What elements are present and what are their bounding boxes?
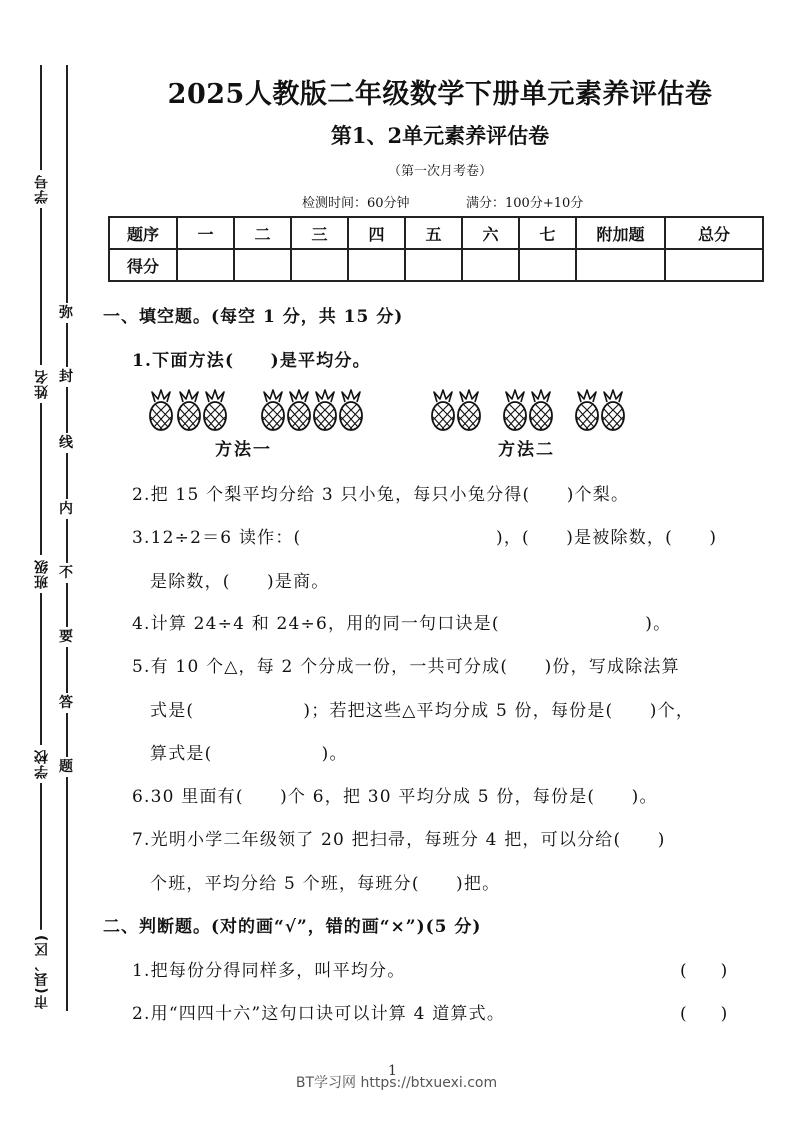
score-table-header-row bbox=[109, 217, 763, 249]
inner-binding-line bbox=[66, 65, 68, 1011]
score-cell: 七 bbox=[519, 217, 576, 249]
seal-char-7: 答 bbox=[59, 695, 73, 711]
page-number: 1 bbox=[388, 1063, 397, 1079]
question-1-4: 4.计算 24÷4 和 24÷6，用的同一句口诀是( )。 bbox=[132, 614, 672, 634]
score-cell: 六 bbox=[462, 217, 519, 249]
seal-char-1: 弥 bbox=[59, 305, 73, 321]
pineapple-group-1b bbox=[262, 390, 362, 430]
question-1-3-part-c: 是除数，( )是商。 bbox=[150, 572, 330, 592]
score-input-cell[interactable] bbox=[234, 249, 291, 281]
city-district-label: 市(县、区) bbox=[32, 930, 52, 1013]
score-input-cell[interactable] bbox=[348, 249, 405, 281]
score-input-cell[interactable] bbox=[177, 249, 234, 281]
score-cell: 一 bbox=[177, 217, 234, 249]
question-1-5-line-3: 算式是( )。 bbox=[150, 744, 348, 764]
exam-title: 2025人教版二年级数学下册单元素养评估卷 bbox=[167, 79, 713, 110]
question-2-1: 1.把每份分得同样多，叫平均分。 bbox=[132, 961, 406, 981]
pineapple-group-1a bbox=[150, 390, 226, 430]
exam-subtitle: 第1、2单元素养评估卷 bbox=[330, 123, 550, 148]
seal-char-4: 内 bbox=[59, 501, 73, 517]
seal-char-3: 线 bbox=[59, 435, 73, 451]
score-input-cell[interactable] bbox=[519, 249, 576, 281]
seal-char-5: 不 bbox=[59, 565, 73, 581]
question-1-5-line-2: 式是( )；若把这些△平均分成 5 份，每份是( )个， bbox=[150, 701, 695, 721]
exam-time: 检测时间：60分钟 bbox=[302, 196, 410, 211]
answer-paren-2-1[interactable]: ( ) bbox=[680, 961, 728, 981]
school-label: 学校 bbox=[32, 745, 52, 783]
question-1-7-line-2: 个班，平均分给 5 个班，每班分( )把。 bbox=[150, 874, 501, 894]
method-1-label: 方法一 bbox=[215, 440, 272, 460]
student-number-label: 学号 bbox=[32, 170, 52, 208]
score-cell: 四 bbox=[348, 217, 405, 249]
pineapple-group-2b bbox=[504, 390, 552, 430]
score-cell: 五 bbox=[405, 217, 462, 249]
section-1-heading: 一、填空题。(每空 1 分，共 15 分) bbox=[103, 307, 404, 327]
score-cell: 二 bbox=[234, 217, 291, 249]
answer-paren-2-2[interactable]: ( ) bbox=[680, 1004, 728, 1024]
question-1-6: 6.30 里面有( )个 6，把 30 平均分成 5 份，每份是( )。 bbox=[132, 787, 658, 807]
score-cell: 题序 bbox=[109, 217, 177, 249]
pineapple-illustration bbox=[140, 384, 640, 434]
question-1-3-part-b: )，( )是被除数，( ) bbox=[496, 528, 718, 548]
seal-char-6: 要 bbox=[59, 629, 73, 645]
score-input-cell[interactable] bbox=[405, 249, 462, 281]
score-cell: 三 bbox=[291, 217, 348, 249]
question-1-2: 2.把 15 个梨平均分给 3 只小兔，每只小兔分得( )个梨。 bbox=[132, 485, 630, 505]
method-2-label: 方法二 bbox=[498, 440, 555, 460]
question-1-1: 1.下面方法( )是平均分。 bbox=[132, 351, 371, 371]
exam-full-score: 满分：100分+10分 bbox=[466, 196, 584, 211]
score-input-cell[interactable] bbox=[291, 249, 348, 281]
question-1-7-line-1: 7.光明小学二年级领了 20 把扫帚，每班分 4 把，可以分给( ) bbox=[132, 830, 666, 850]
score-table bbox=[108, 216, 764, 282]
exam-note: （第一次月考卷） bbox=[387, 164, 492, 179]
watermark-text: BT学习网 https://btxuexi.com bbox=[295, 1075, 498, 1091]
question-1-5-line-1: 5.有 10 个△，每 2 个分成一份，一共可分成( )份，写成除法算 bbox=[132, 657, 680, 677]
name-label: 姓名 bbox=[32, 365, 52, 403]
pineapple-group-2c bbox=[576, 390, 624, 430]
score-input-cell[interactable] bbox=[462, 249, 519, 281]
pineapple-group-2a bbox=[432, 390, 480, 430]
score-table-score-row bbox=[109, 249, 763, 281]
score-cell: 总分 bbox=[665, 217, 763, 249]
seal-char-8: 题 bbox=[59, 759, 73, 775]
score-row-label: 得分 bbox=[109, 249, 177, 281]
score-cell: 附加题 bbox=[576, 217, 665, 249]
score-input-cell[interactable] bbox=[576, 249, 665, 281]
score-input-cell[interactable] bbox=[665, 249, 763, 281]
question-2-2: 2.用“四四十六”这句口诀可以计算 4 道算式。 bbox=[132, 1004, 506, 1024]
question-1-3-part-a: 3.12÷2＝6 读作：( bbox=[132, 528, 302, 548]
class-label: 班级 bbox=[32, 555, 52, 593]
section-2-heading: 二、判断题。(对的画“√”，错的画“×”)(5 分) bbox=[103, 917, 482, 937]
seal-char-2: 封 bbox=[59, 369, 73, 385]
